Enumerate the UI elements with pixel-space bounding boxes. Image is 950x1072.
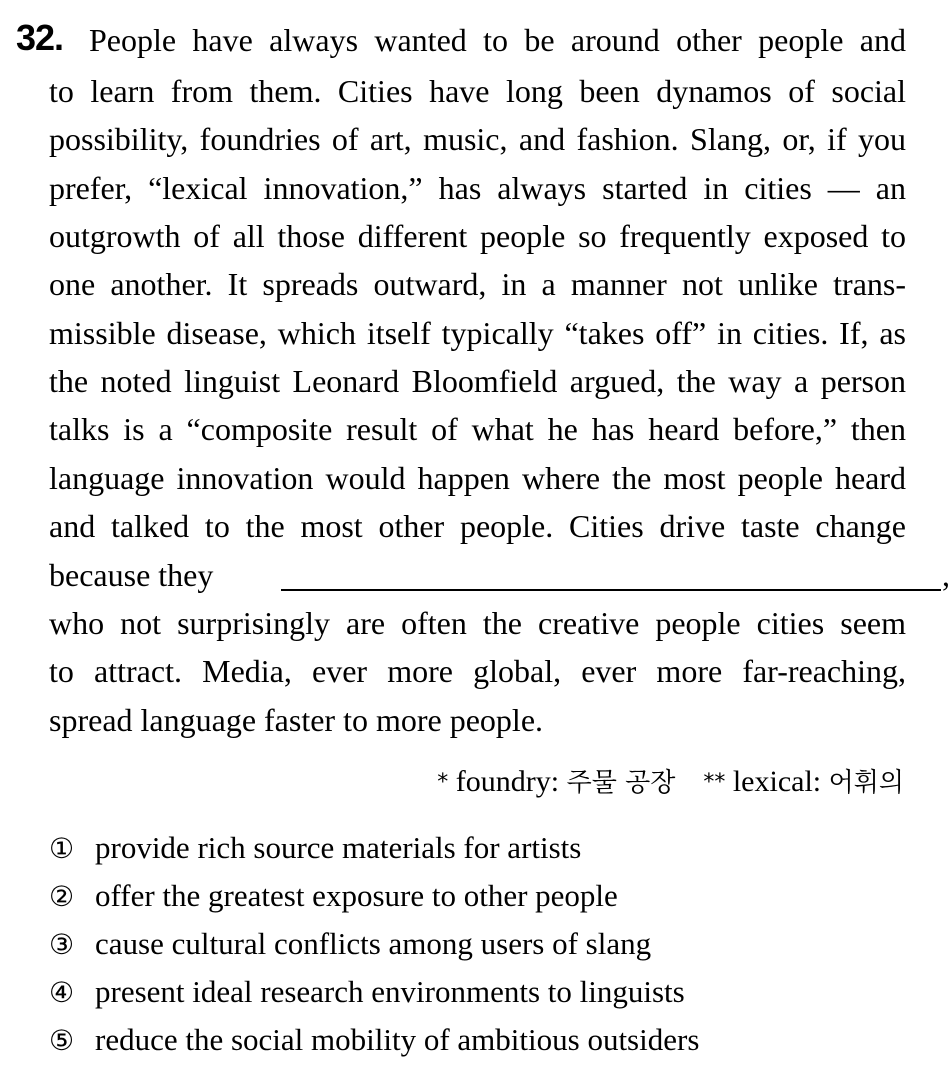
option-text: cause cultural conflicts among users of slang	[95, 926, 652, 961]
footnote-mark: *	[437, 770, 449, 795]
blank-sentence-line	[49, 551, 950, 599]
option-text: offer the greatest exposure to other people	[95, 878, 618, 913]
passage-line: who not surprisingly are often the creative people cities seem	[49, 605, 906, 641]
option-number: ③	[49, 928, 75, 961]
passage-line: to attract. Media, ever more global, ever more far-reaching,	[49, 653, 906, 689]
passage-line: one another. It spreads outward, in a manner not unlike trans-	[49, 266, 906, 302]
passage-line: missible disease, which itself typically “takes off” in cities. If, as	[49, 315, 906, 351]
option-text: provide rich source materials for artists	[95, 830, 582, 865]
passage-line: to learn from them. Cities have long been dynamos of social	[49, 73, 906, 109]
passage-line: possibility, foundries of art, music, and fashion. Slang, or, if you	[49, 121, 906, 157]
passage-line: People have always wanted to be around other people and	[89, 22, 906, 58]
footnote-meaning: 주물 공장	[566, 768, 676, 798]
passage-line: language innovation would happen where the most people heard	[49, 460, 906, 496]
footnote-meaning: 어휘의	[828, 768, 904, 798]
option-text: reduce the social mobility of ambitious outsiders	[95, 1022, 700, 1057]
answer-options	[49, 824, 699, 1064]
blank-prefix: because they	[49, 557, 214, 593]
answer-option[interactable]	[49, 968, 699, 1016]
option-number: ②	[49, 880, 75, 913]
answer-option[interactable]	[49, 824, 699, 872]
option-text: present ideal research environments to linguists	[95, 974, 685, 1009]
footnote-term: lexical:	[725, 765, 829, 798]
passage-line: talks is a “composite result of what he has heard before,” then	[49, 411, 906, 447]
passage-line: and talked to the most other people. Cities drive taste change	[49, 508, 906, 544]
question-number: 32.	[16, 17, 64, 58]
answer-option[interactable]	[49, 1016, 699, 1064]
passage-line: spread language faster to more people.	[49, 702, 544, 738]
footnotes	[437, 760, 904, 805]
option-number: ①	[49, 832, 75, 865]
answer-option[interactable]	[49, 872, 699, 920]
passage-line: the noted linguist Leonard Bloomfield argued, the way a person	[49, 363, 906, 399]
passage-line: prefer, “lexical innovation,” has always started in cities ― an	[49, 170, 906, 206]
passage-line: outgrowth of all those different people so frequently exposed to	[49, 218, 906, 254]
footnote-term: foundry:	[448, 765, 567, 798]
option-number: ⑤	[49, 1024, 75, 1057]
option-number: ④	[49, 976, 75, 1009]
answer-option[interactable]	[49, 920, 699, 968]
blank-suffix: ,	[942, 557, 950, 593]
answer-blank	[281, 589, 941, 591]
footnote-mark: **	[703, 770, 726, 795]
